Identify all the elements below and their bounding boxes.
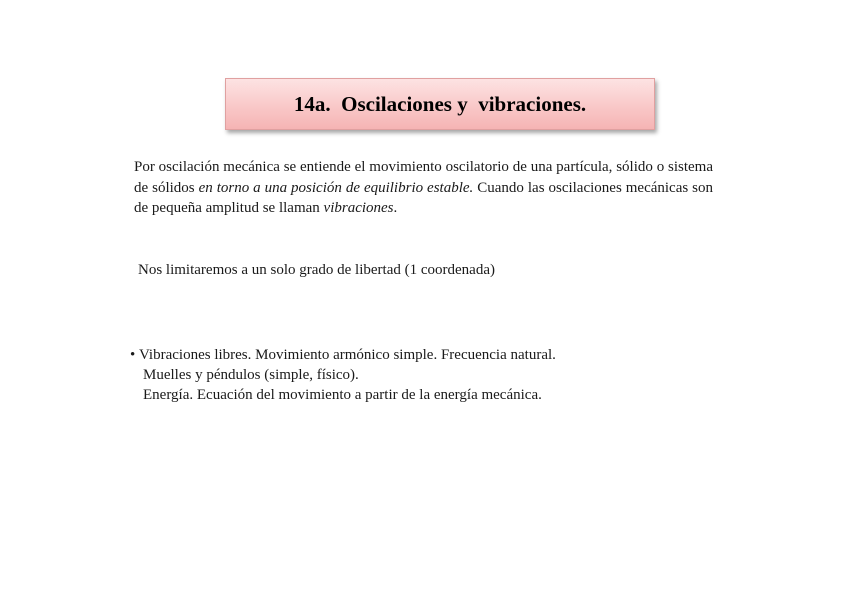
definition-italic-2: vibraciones (323, 200, 394, 216)
definition-paragraph (134, 157, 713, 219)
definition-italic-1: en torno a una posición de equilibrio estable. (198, 179, 474, 196)
topic-line-1: Vibraciones libres. Movimiento armónico simple. Frecuencia natural. (139, 347, 556, 363)
definition-text-2: Cuando las oscilaciones mecánicas son de pequeña amplitud se llaman (134, 179, 713, 216)
topic-line-3: Energía. Ecuación del movimiento a partir de la energía mecánica. (143, 387, 542, 403)
slide-title: 14a. Oscilaciones y vibraciones. (293, 91, 587, 116)
degree-of-freedom-text: Nos limitaremos a un solo grado de libertad (1 coordenada) (138, 262, 495, 278)
list-item (130, 345, 556, 365)
topics-list (130, 345, 556, 405)
topic-line-2: Muelles y péndulos (simple, físico). (143, 367, 359, 383)
definition-text-1: Por oscilación mecánica se entiende el movimiento oscilatorio de una partícula, sólido o sistema de sólidos (134, 159, 713, 196)
definition-text-3: . (393, 200, 398, 216)
title-box (225, 78, 655, 130)
bullet-icon: • (130, 347, 136, 363)
